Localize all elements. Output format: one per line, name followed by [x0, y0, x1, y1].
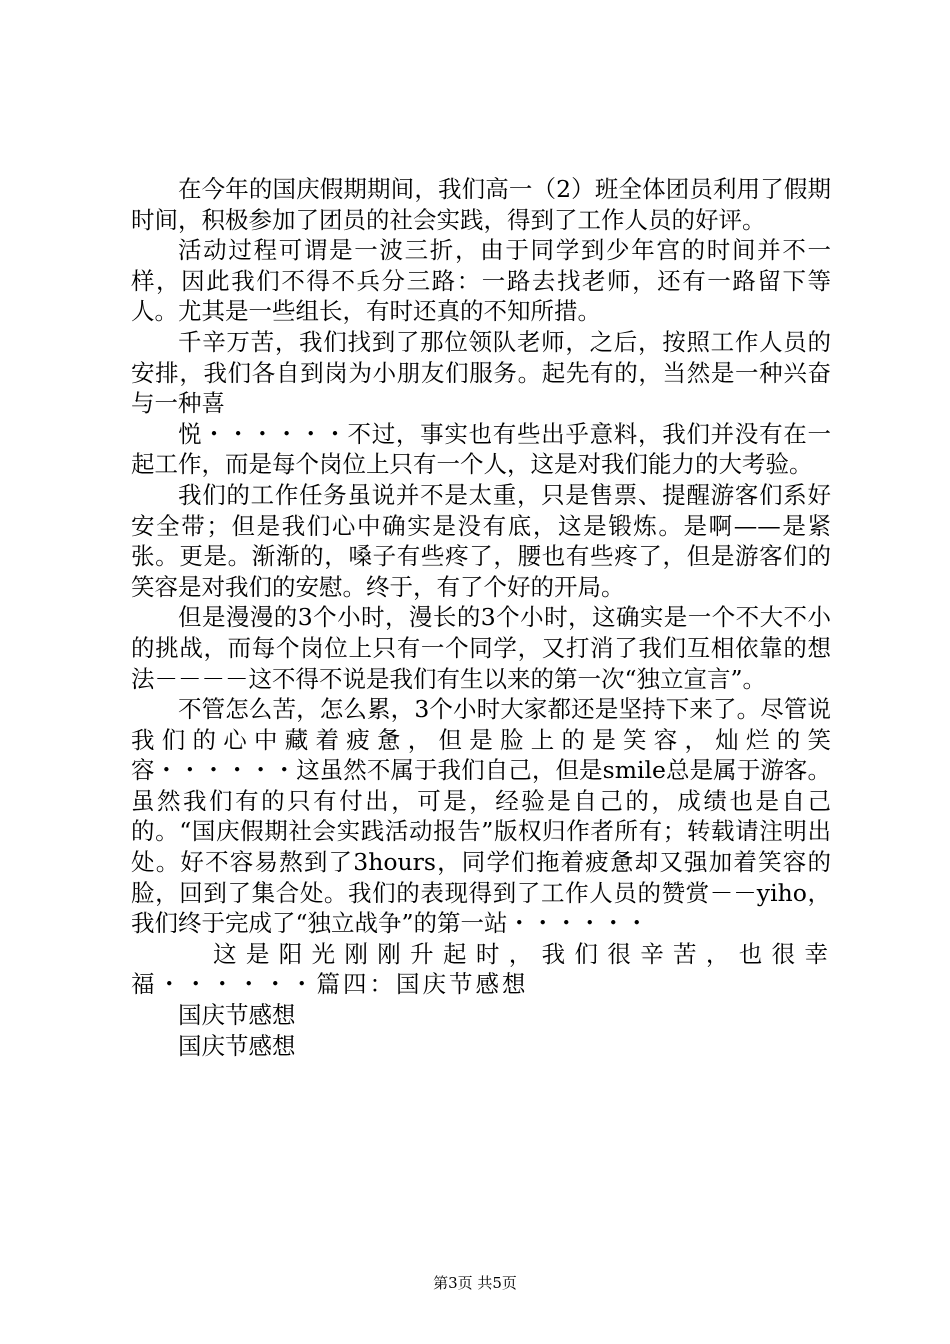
paragraph-2: 活动过程可谓是一波三折，由于同学到少年宫的时间并不一样，因此我们不得不兵分三路：一路去找老师，还有一路留下等人。尤其是一些组长，有时还真的不知所措。 [131, 236, 831, 326]
page-footer [0, 1273, 950, 1293]
heading-line-1: 国庆节感想 [178, 1001, 296, 1030]
paragraph-1: 在今年的国庆假期期间，我们高一（2）班全体团员利用了假期时间，积极参加了团员的社会实践，得到了工作人员的好评。 [131, 175, 831, 234]
paragraph-4: 悦・・・・・・不过，事实也有些出乎意料，我们并没有在一起工作，而是每个岗位上只有一个人，这是对我们能力的大考验。 [131, 419, 831, 479]
paragraph-3: 千辛万苦，我们找到了那位领队老师，之后，按照工作人员的安排，我们各自到岗为小朋友们服务。起先有的，当然是一种兴奋与一种喜 [131, 327, 831, 418]
heading-line-2: 国庆节感想 [178, 1031, 296, 1060]
paragraph-6: 但是漫漫的3个小时，漫长的3个小时，这确实是一个不大不小的挑战，而每个岗位上只有一个同学，又打消了我们互相依靠的想法－－－－这不得不说是我们有生以来的第一次“独立宣言”。 [131, 603, 831, 693]
paragraph-8: 这是阳光刚刚升起时，我们很辛苦，也很幸福・・・・・・篇四：国庆节感想 [131, 939, 831, 999]
paragraph-5: 我们的工作任务虽说并不是太重，只是售票、提醒游客们系好安全带；但是我们心中确实是没有底，这是锻炼。是啊——是紧张。更是。渐渐的，嗓子有些疼了，腰也有些疼了，但是游客们的笑容是对我们的安慰。终于，有了个好的开局。 [131, 480, 831, 601]
body-text [131, 174, 831, 1061]
page-number-label: 第3页 共5页 [433, 1274, 517, 1292]
paragraph-7: 不管怎么苦，怎么累，3个小时大家都还是坚持下来了。尽管说我们的心中藏着疲惫，但是脸上的是笑容，灿烂的笑容・・・・・・这虽然不属于我们自己，但是smile总是属于游客。虽然我们有的只有付出，可是，经验是自己的，成绩也是自己的。“国庆假期社会实践活动报告”版权归作者所有；转载请注明出处。好不容易熬到了3hours，同学们拖着疲惫却又强加着笑容的脸，回到了集合处。我们的表现得到了工作人员的赞赏－－yiho，我们终于完成了“独立战争”的第一站・・・・・・ [131, 695, 831, 938]
